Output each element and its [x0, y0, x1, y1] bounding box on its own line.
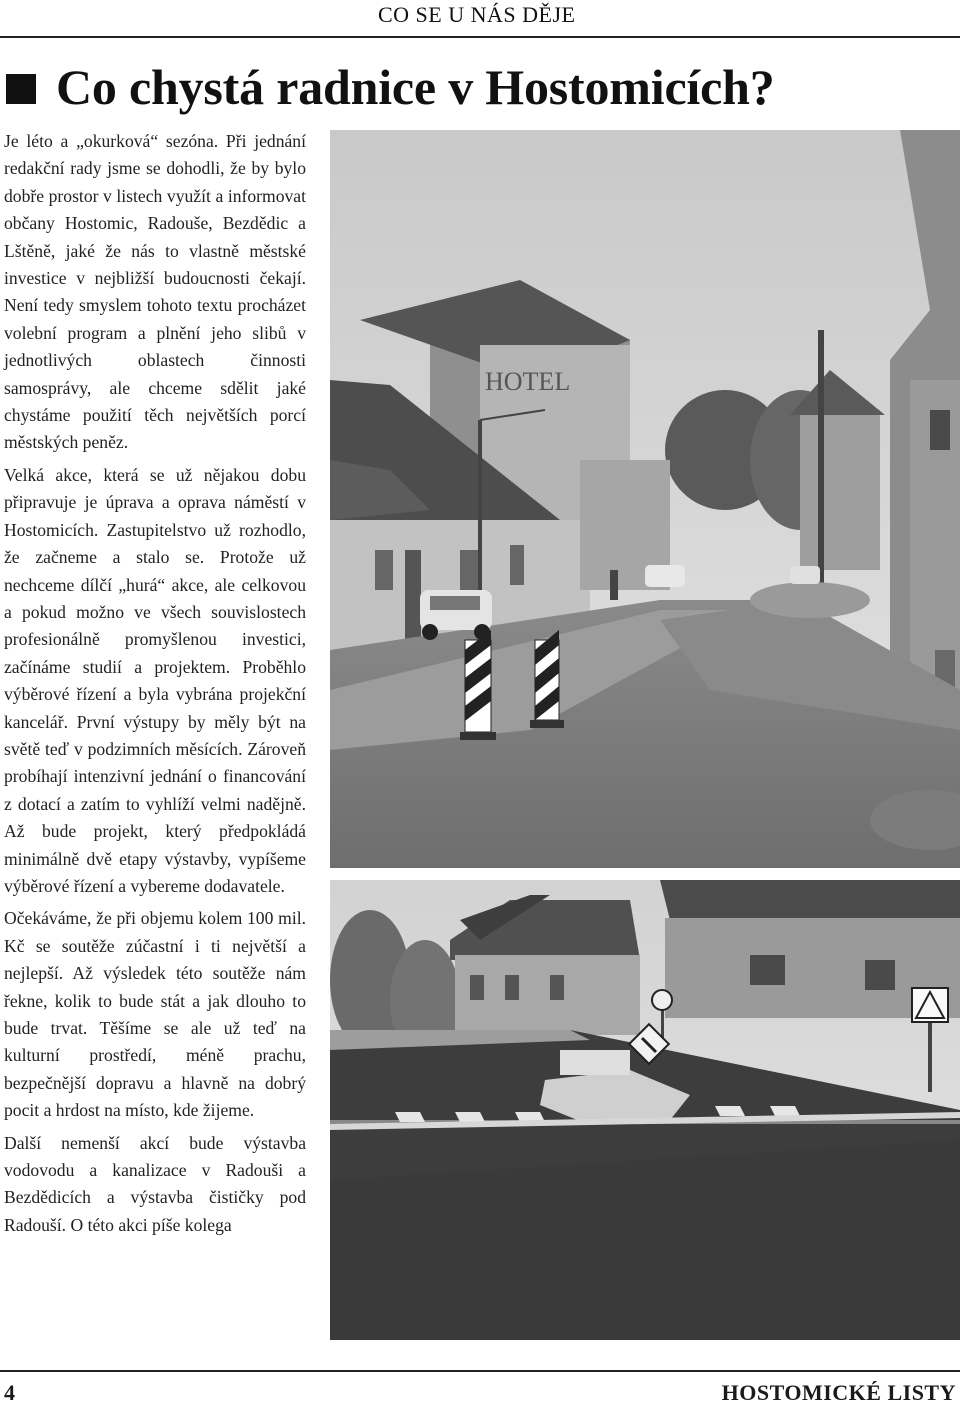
section-label: CO SE U NÁS DĚJE	[378, 2, 576, 27]
article-title-block	[6, 58, 775, 116]
journal-name: HOSTOMICKÉ LISTY	[721, 1380, 956, 1405]
street-reconstruction-photo	[330, 130, 960, 868]
road-barrier-left-icon	[460, 630, 496, 740]
header-rule	[0, 36, 960, 38]
hotel-sign: HOTEL	[485, 367, 571, 396]
footer-rule	[0, 1370, 960, 1372]
article-title: Co chystá radnice v Hostomicích?	[56, 59, 775, 115]
article-body	[4, 128, 306, 1244]
article-paragraph-3: Očekáváme, že při objemu kolem 100 mil. Kč se soutěže zúčastní i ti největší a nejlepší. Až výsledek této soutěže nám řekne, kolik to bude stát a jak dlouho to bude trvat. Těšíme se ale už teď na kulturní prostředí, méně prachu, bezpečnější dopravu a hlavně na dobrý pocit a hrdost na místo, kde žijeme.	[4, 908, 306, 1121]
article-paragraph-1: Je léto a „okurková“ sezóna. Při jednání redakční rady jsme se dohodli, že by bylo dobře prostor v listech využít a informovat občany Hostomic, Radouše, Bezdědic a Lštěně, jaké že nás to vlastně městské investice v nejbližší budoucnosti čekají. Není tedy smyslem tohoto textu procházet volební program a plnění jeho slibů v jednotlivých oblastech činnosti samosprávy, ale chceme sdělit jaké chystáme použití těch největších porcí městských peněz.	[4, 131, 306, 453]
road-barrier-right-icon	[530, 630, 564, 728]
title-square-bullet	[6, 74, 36, 104]
page-number: 4	[4, 1380, 15, 1405]
article-paragraph-2: Velká akce, která se už nějakou dobu připravuje je úprava a oprava náměstí v Hostomicích. Zastupitelstvo už rozhodlo, že začneme a stalo se. Protože už nechceme dílčí „hurá“ akce, ale celkovou a pokud možno ve všech souvislostech profesionálně promyšlenou investici, začínáme studií a projektem. Proběhlo výběrové řízení a byla vybrána projekční kancelář. První výstupy by měly být na světě teď v podzimních měsících. Zároveň probíhají intenzivní jednání o financování z dotací a zatím to vyhlíží velmi nadějně. Až bude projekt, který předpokládá minimálně dvě etapy výstavby, vypíšeme výběrové řízení a vybereme dodavatele.	[4, 464, 306, 896]
article-paragraph-4: Další nemenší akcí bude výstavba vodovodu a kanalizace v Radouši a Bezdědicích a výstavba čističky pod Radouší. O této akci píše kolega	[4, 1132, 306, 1235]
finished-crossroad-photo	[330, 880, 960, 1340]
